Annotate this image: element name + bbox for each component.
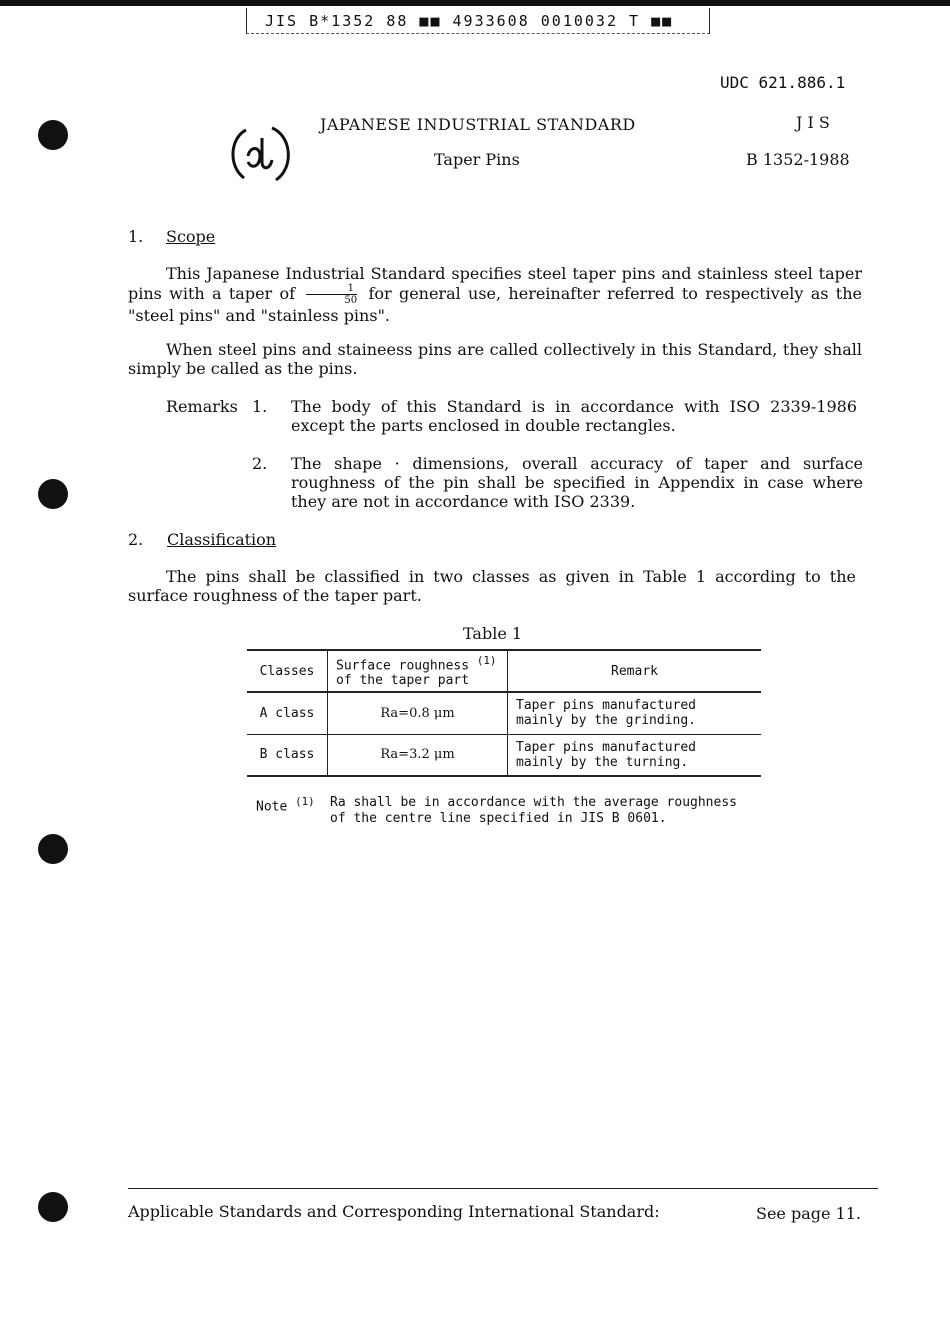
standard-number: B 1352-1988 bbox=[746, 150, 850, 169]
row-remark bbox=[508, 692, 762, 734]
remark-1-text: The body of this Standard is in accordance with ISO 2339-1986 except the parts enclosed in double rectangles. bbox=[291, 397, 857, 435]
row-remark-line2: mainly by the turning. bbox=[516, 754, 689, 770]
row-class: B class bbox=[247, 734, 328, 776]
row-remark-line2: mainly by the grinding. bbox=[516, 713, 697, 729]
scope-paragraph-2: When steel pins and staineess pins are called collectively in this Standard, they shall simply be called as the pins. bbox=[128, 340, 862, 378]
udc-number: UDC 621.886.1 bbox=[720, 73, 846, 92]
header-remark: Remark bbox=[508, 650, 762, 692]
table-1 bbox=[247, 649, 761, 777]
header-roughness-line1: Surface roughness bbox=[336, 658, 470, 674]
table-note-text bbox=[330, 795, 737, 827]
punch-hole bbox=[38, 834, 68, 864]
table-row bbox=[247, 734, 761, 776]
section-2-number: 2. bbox=[128, 530, 144, 549]
fraction-denominator: 50 bbox=[344, 295, 358, 306]
table-note-label bbox=[256, 795, 315, 814]
note-label: Note bbox=[256, 799, 288, 815]
row-class: A class bbox=[247, 692, 328, 734]
header-surface-roughness bbox=[328, 650, 508, 692]
remarks-label: Remarks bbox=[166, 397, 238, 416]
footer-rule bbox=[128, 1188, 878, 1189]
row-roughness: Ra=3.2 μm bbox=[328, 734, 508, 776]
punch-hole bbox=[38, 120, 68, 150]
fraction-numerator: 1 bbox=[306, 283, 357, 295]
remark-2-text: The shape · dimensions, overall accuracy of taper and surface roughness of the pin shall be specified in Appendix in case where they are not in accordance with ISO 2339. bbox=[291, 454, 863, 511]
jis-label: J I S bbox=[796, 113, 830, 132]
classification-paragraph: The pins shall be classified in two classes as given in Table 1 according to the surface roughness of the taper part. bbox=[128, 567, 856, 605]
note-line1: Ra shall be in accordance with the average roughness bbox=[330, 795, 737, 810]
remark-2-number: 2. bbox=[252, 454, 268, 473]
punch-hole bbox=[38, 479, 68, 509]
footer-page-reference: See page 11. bbox=[756, 1204, 862, 1223]
section-1-number: 1. bbox=[128, 227, 144, 246]
section-1-title: Scope bbox=[166, 227, 216, 246]
table-1-caption: Table 1 bbox=[463, 624, 523, 643]
punch-hole bbox=[38, 1192, 68, 1222]
scope-para1-end: for general use, hereinafter referred to respectively as the "steel pins" and "stainless pins". bbox=[128, 284, 863, 325]
header-classes: Classes bbox=[247, 650, 328, 692]
taper-fraction bbox=[306, 283, 357, 306]
org-title: JAPANESE INDUSTRIAL STANDARD bbox=[320, 115, 636, 134]
footer-applicable-standards: Applicable Standards and Corresponding International Standard: bbox=[128, 1202, 660, 1221]
row-remark-line1: Taper pins manufactured bbox=[516, 739, 697, 755]
remark-1-number: 1. bbox=[252, 397, 268, 416]
header-roughness-line2: of the taper part bbox=[336, 673, 470, 689]
scope-para1-start: This Japanese Industrial Standard specifies steel taper pins and stainless steel taper pins with a taper of bbox=[128, 264, 862, 303]
row-remark-line1: Taper pins manufactured bbox=[516, 698, 697, 714]
scan-header-code: JIS B*1352 88 ■■ 4933608 0010032 T ■■ bbox=[246, 8, 710, 34]
section-2-title: Classification bbox=[167, 530, 277, 549]
row-roughness: Ra=0.8 μm bbox=[328, 692, 508, 734]
doc-title: Taper Pins bbox=[434, 150, 520, 169]
header-roughness-note-ref: (1) bbox=[476, 653, 497, 667]
note-line2: of the centre line specified in JIS B 0601. bbox=[330, 811, 667, 826]
scan-top-border bbox=[0, 0, 950, 6]
row-remark bbox=[508, 734, 762, 776]
jis-mark-logo bbox=[226, 122, 296, 186]
scope-paragraph-1 bbox=[128, 264, 862, 325]
note-ref: (1) bbox=[295, 795, 315, 808]
table-row bbox=[247, 692, 761, 734]
